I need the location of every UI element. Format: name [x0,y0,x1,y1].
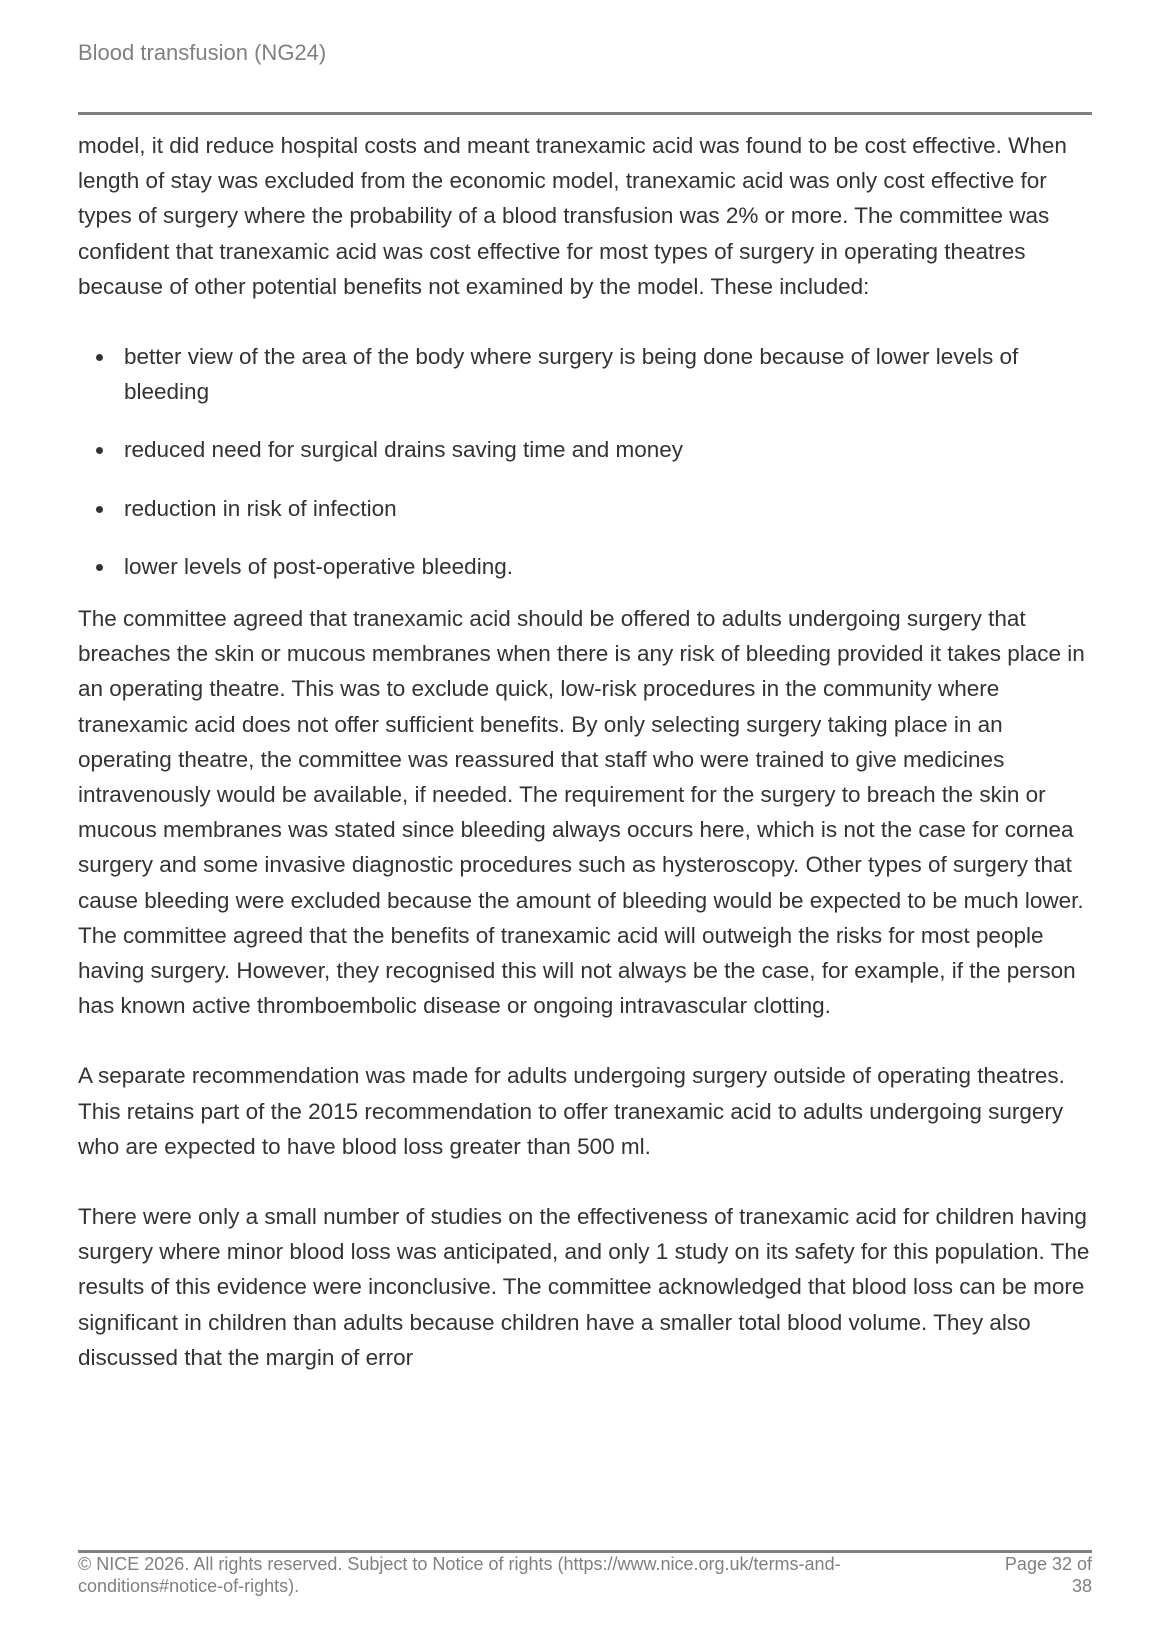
list-item-text: reduced need for surgical drains saving time and money [124,437,684,463]
list-item-text: lower levels of post-operative bleeding. [124,553,513,579]
bullet-icon [96,354,103,361]
header-divider [78,112,1092,115]
paragraph-cost-effectiveness: model, it did reduce hospital costs and meant tranexamic acid was found to be cost effective. When length of stay was excluded from the economic model, tranexamic acid was only cost effective for types of surgery where the probability of a blood transfusion was 2% or more. The committee was confident that tranexamic acid was cost effective for most types of surgery in operating theatres because of other potential benefits not examined by the model. These included: [78,133,1067,299]
list-item [78,549,1094,584]
footer-copyright: © NICE 2026. All rights reserved. Subject to Notice of rights (https://www.nice.org.uk/terms-and-conditions#notice-of-rights). [78,1554,841,1596]
document-header-title: Blood transfusion (NG24) [78,40,327,65]
list-item [78,339,1094,409]
page-footer [78,1553,1092,1597]
list-item-text: reduction in risk of infection [124,495,397,521]
bullet-icon [96,447,103,454]
bullet-icon [96,564,103,571]
page-number: Page 32 of 38 [1004,1554,1092,1596]
paragraph-committee-agreement: The committee agreed that tranexamic acid should be offered to adults undergoing surgery that breaches the skin or mucous membranes when there is any risk of bleeding provided it takes place in an operating theatre. This was to exclude quick, low-risk procedures in the community where tranexamic acid does not offer sufficient benefits. By only selecting surgery taking place in an operating theatre, the committee was reassured that staff who were trained to give medicines intravenously would be available, if needed. The requirement for the surgery to breach the skin or mucous membranes was stated since bleeding always occurs here, which is not the case for cornea surgery and some invasive diagnostic procedures such as hysteroscopy. Other types of surgery that cause bleeding were excluded because the amount of bleeding would be expected to be much lower. The committee agreed that the benefits of tranexamic acid will outweigh the risks for most people having surgery. However, they recognised this will not always be the case, for example, if the person has known active thromboembolic disease or ongoing intravascular clotting. [78,606,1085,1019]
paragraph-separate-recommendation: A separate recommendation was made for adults undergoing surgery outside of operating theatres. This retains part of the 2015 recommendation to offer tranexamic acid to adults undergoing surgery who are expected to have blood loss greater than 500 ml. [78,1063,1065,1159]
document-body [78,128,1094,1375]
paragraph-children-evidence: There were only a small number of studies on the effectiveness of tranexamic acid for children having surgery where minor blood loss was anticipated, and only 1 study on its safety for this population. The results of this evidence were inconclusive. The committee acknowledged that blood loss can be more significant in children than adults because children have a smaller total blood volume. They also discussed that the margin of error [78,1204,1090,1370]
benefits-list [78,339,1094,584]
bullet-icon [96,506,103,513]
list-item [78,491,1094,526]
list-item [78,432,1094,467]
list-item-text: better view of the area of the body where surgery is being done because of lower levels of bleeding [124,344,1019,405]
